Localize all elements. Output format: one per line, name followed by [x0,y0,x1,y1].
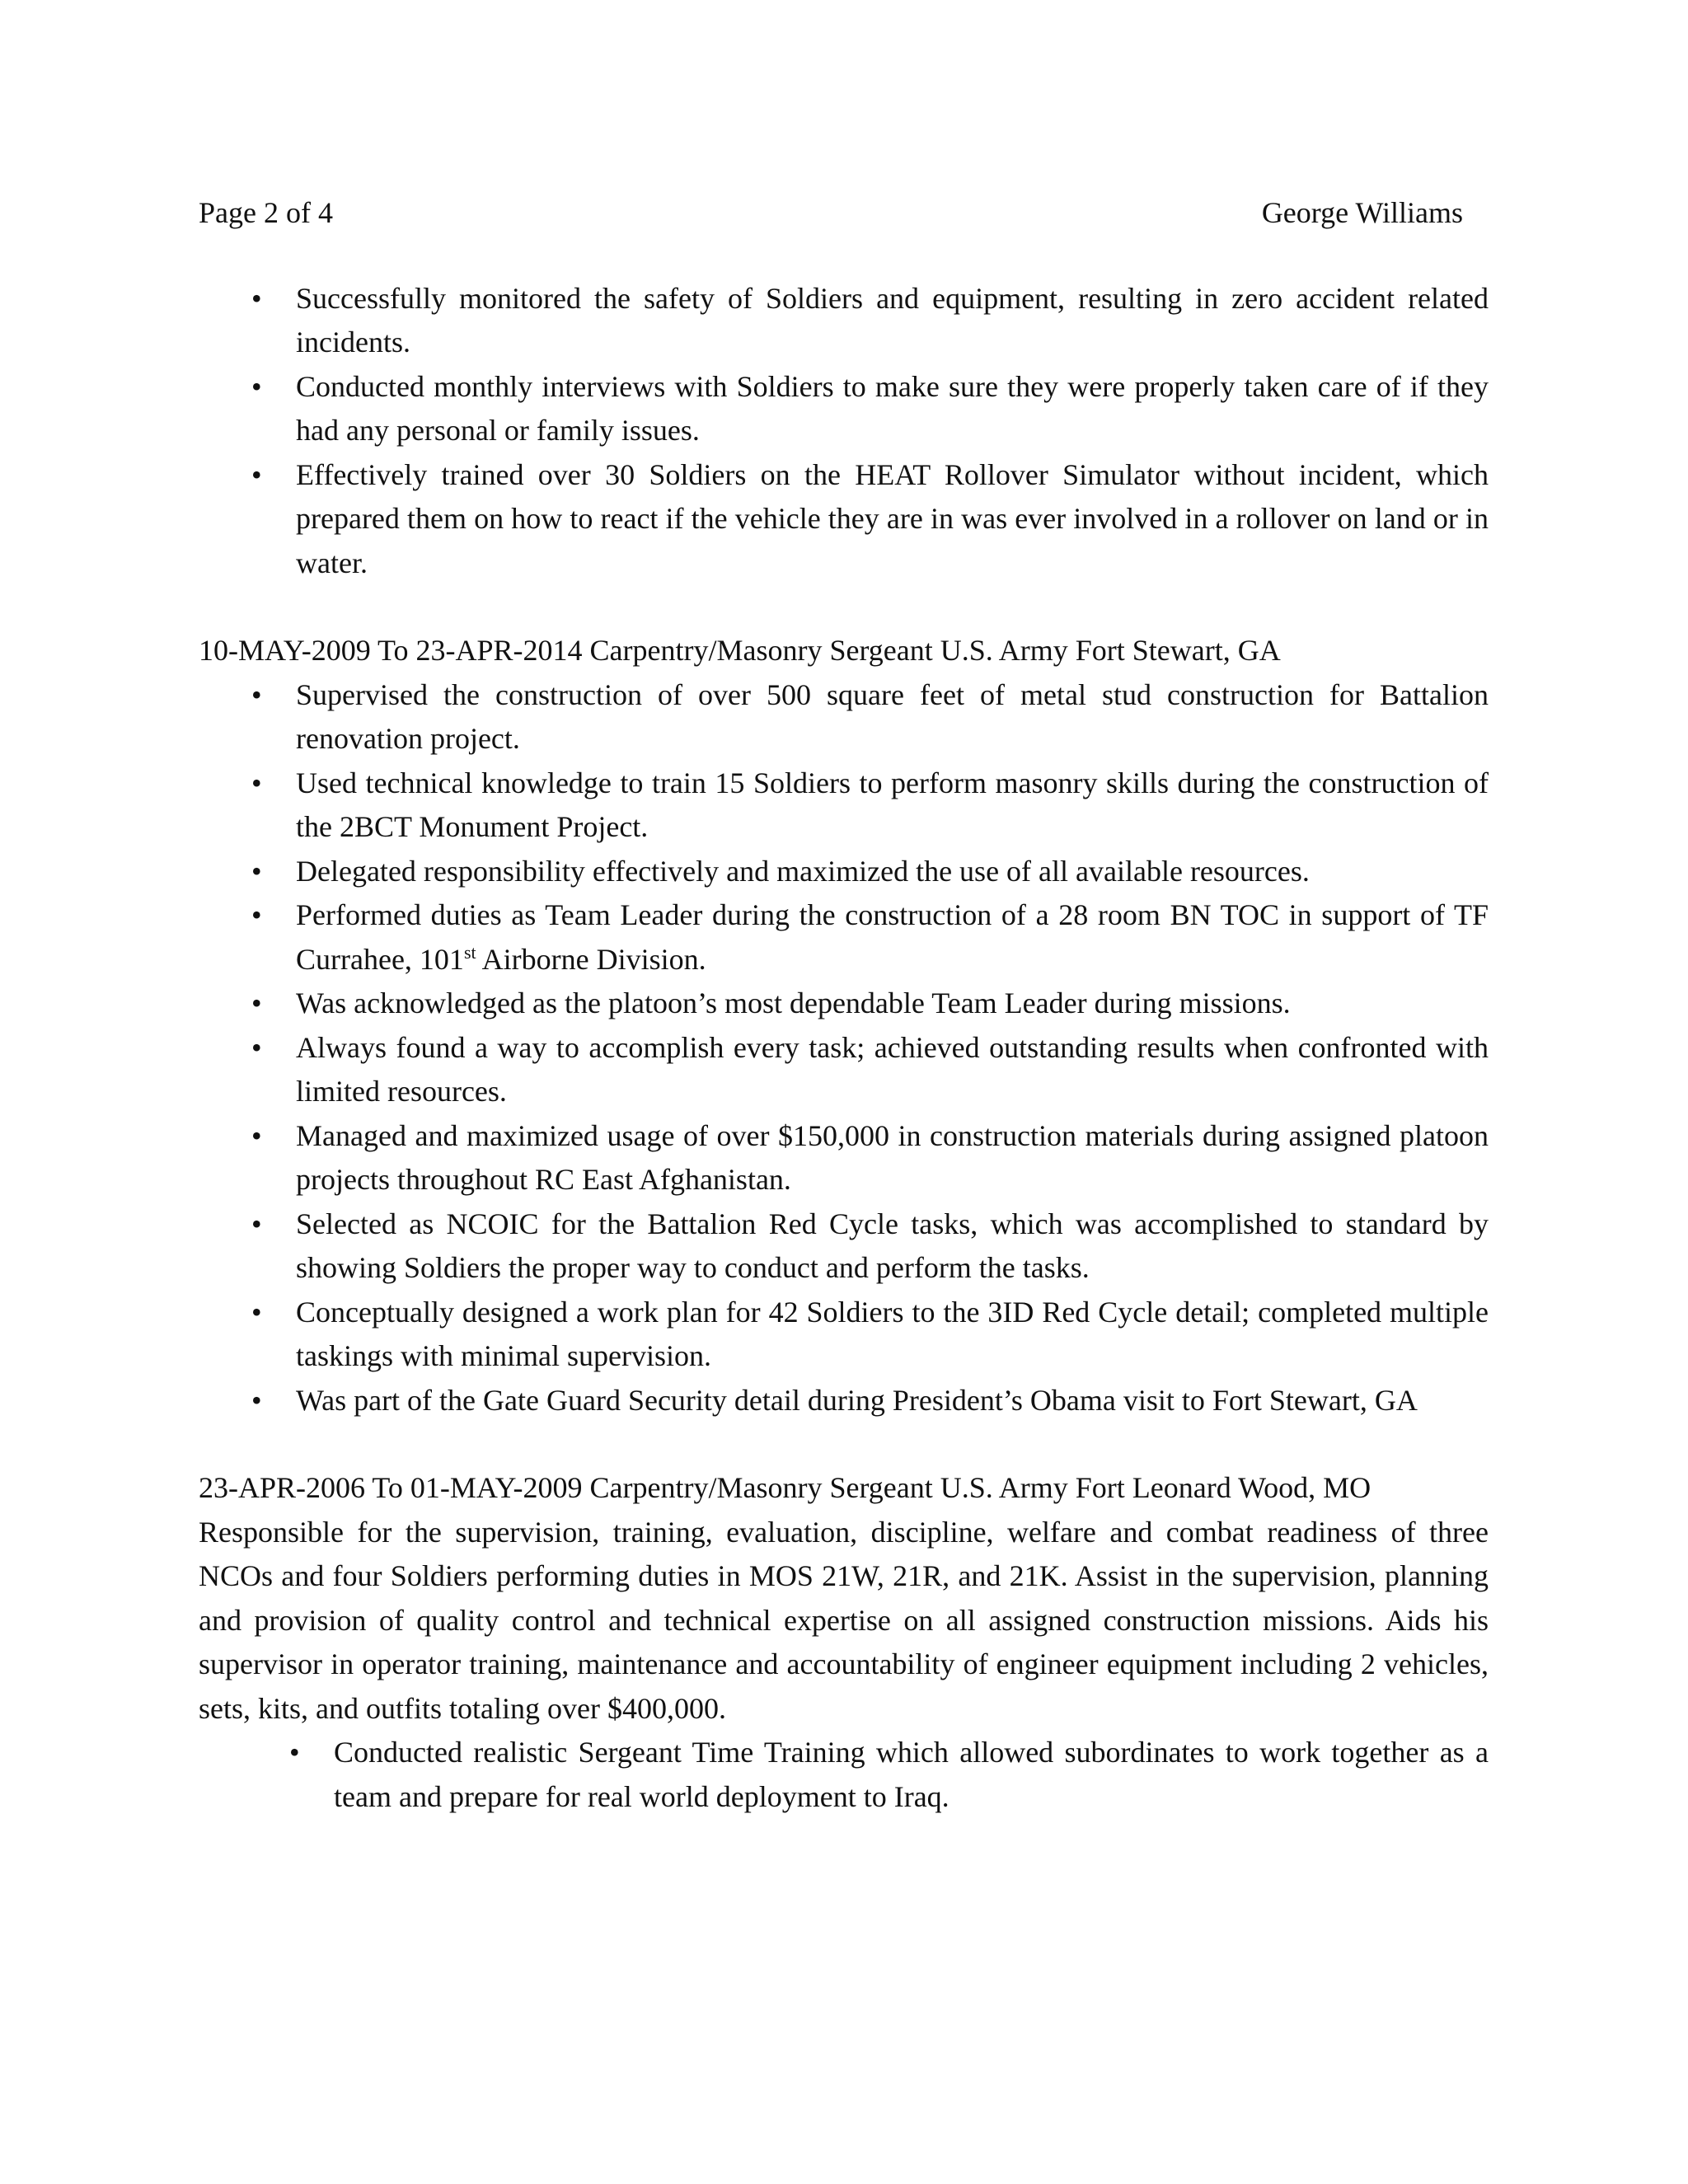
job-title-line-fort-stewart: 10-MAY-2009 To 23-APR-2014 Carpentry/Masonry Sergeant U.S. Army Fort Stewart, GA [199,634,1281,667]
fort-leonard-wood-bullet-list [334,1731,1489,1819]
list-item: • Always found a way to accomplish every task; achieved outstanding results when confronted with limited resources. [296,1026,1489,1114]
list-item: • Successfully monitored the safety of Soldiers and equipment, resulting in zero accident related incidents. [296,277,1489,365]
list-item: • Was part of the Gate Guard Security detail during President’s Obama visit to Fort Stewart, GA [296,1379,1489,1423]
list-item: • Managed and maximized usage of over $150,000 in construction materials during assigned platoon projects throughout RC East Afghanistan. [296,1114,1489,1202]
job-description: Responsible for the supervision, training, evaluation, discipline, welfare and combat readiness of three NCOs and four Soldiers performing duties in MOS 21W, 21R, and 21K. Assist in the supervision, planning and provision of quality control and technical expertise on all assigned construction missions. Aids his supervisor in operator training, maintenance and accountability of engineer equipment including 2 vehicles, sets, kits, and outfits totaling over $400,000. [199,1515,1489,1725]
author-name: George Williams [1261,196,1463,229]
list-item: • Used technical knowledge to train 15 Soldiers to perform masonry skills during the construction of the 2BCT Monument Project. [296,762,1489,850]
list-item: • Was acknowledged as the platoon’s most dependable Team Leader during missions. [296,982,1489,1026]
list-item: • Delegated responsibility effectively and maximized the use of all available resources. [296,850,1489,894]
page-header [199,191,1463,236]
list-item: • Supervised the construction of over 500 square feet of metal stud construction for Battalion renovation project. [296,673,1489,762]
fort-stewart-bullet-list [296,673,1489,1423]
page-content [199,191,1489,1819]
list-item [296,893,1489,982]
page-number: Page 2 of 4 [199,196,333,229]
list-item: • Effectively trained over 30 Soldiers on the HEAT Rollover Simulator without incident, which prepared them on how to react if the vehicle they are in was ever involved in a rollover on land or in water. [296,453,1489,586]
section-gap [199,1422,1489,1466]
list-item-text: Performed duties as Team Leader during the construction of a 28 room BN TOC in support of TF Currahee, 101 [296,898,1489,976]
job-title-line-fort-leonard-wood: 23-APR-2006 To 01-MAY-2009 Carpentry/Masonry Sergeant U.S. Army Fort Leonard Wood, MO [199,1471,1372,1504]
section-gap [199,585,1489,629]
list-item: • Selected as NCOIC for the Battalion Red Cycle tasks, which was accomplished to standard by showing Soldiers the proper way to conduct and perform the tasks. [296,1202,1489,1291]
intro-bullet-list [296,277,1489,586]
list-item: • Conducted monthly interviews with Soldiers to make sure they were properly taken care of if they had any personal or family issues. [296,365,1489,453]
ordinal-suffix: st [463,941,476,963]
list-item: • Conceptually designed a work plan for 42 Soldiers to the 3ID Red Cycle detail; completed multiple taskings with minimal supervision. [296,1291,1489,1379]
list-item: • Conducted realistic Sergeant Time Training which allowed subordinates to work together as a team and prepare for real world deployment to Iraq. [334,1731,1489,1819]
list-item-text: Airborne Division. [476,942,706,976]
